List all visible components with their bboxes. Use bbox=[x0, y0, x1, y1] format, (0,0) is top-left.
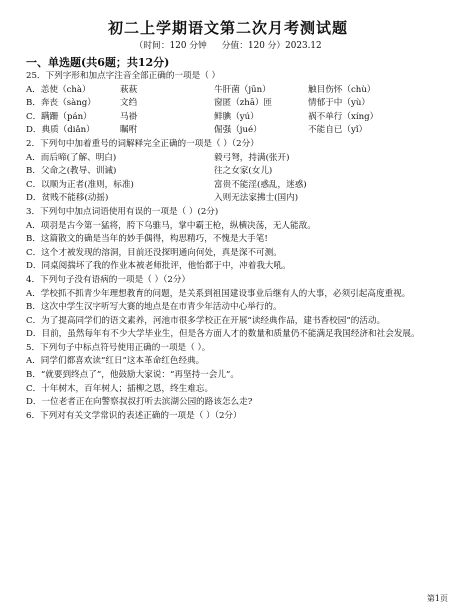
q2-opt: B．父命之(教导、训诫) bbox=[26, 166, 117, 177]
q25-opt: 窗匿（zhā）匝 bbox=[214, 98, 273, 109]
q25-opt: 祸不单行（xíng） bbox=[308, 111, 379, 122]
q25-opt: A．恙使（chà） bbox=[26, 84, 91, 95]
exam-title: 初二上学期语文第二次月考测试题 bbox=[107, 19, 348, 37]
q5-option-b: B．“就要到终点了”，他鼓励大家说：“再坚持一会儿”。 bbox=[26, 370, 239, 381]
question-6-stem: 6．下列对有关文学常识的表述正确的一项是（ ）（2分） bbox=[26, 410, 242, 421]
q4-option-a: A．学校抓不抓青少年理想教育的问题，是关系到祖国建设事业后继有人的大事，必须引起高度重视。 bbox=[26, 288, 411, 299]
q5-option-a: A．同学们都喜欢读“红日”这本革命红色经典。 bbox=[26, 356, 205, 367]
q25-opt: 不能自已（yǐ） bbox=[308, 125, 368, 136]
q2-opt: 富贵不能淫(惑乱，迷惑) bbox=[214, 179, 307, 190]
question-25-stem: 25．下列字形和加点字注音全部正确的一项是（ ） bbox=[26, 71, 221, 81]
question-25-options bbox=[26, 84, 430, 138]
question-4-stem: 4．下列句子没有语病的一项是（ ）（2分） bbox=[26, 274, 191, 285]
q2-opt: 毅弓弩，持满(张开) bbox=[214, 152, 290, 163]
section-heading: 一、单选题(共6题；共12分) bbox=[26, 56, 170, 69]
q25-opt: 萩萩 bbox=[120, 84, 138, 95]
question-5-stem: 5．下列句子中标点符号使用正确的一项是（ ）。 bbox=[26, 342, 211, 353]
q25-opt: 情郁于中（yù） bbox=[308, 98, 370, 109]
q5-option-c: C．十年树木，百年树人；插柳之恩，终生难忘。 bbox=[26, 383, 214, 394]
page-number: 第1页 bbox=[426, 594, 448, 603]
q2-opt: A．而后啼(了解、明白) bbox=[26, 152, 117, 163]
q3-option-b: B．这篇散文的确是当年的妙手偶得，构思精巧，不愧是大手笔! bbox=[26, 234, 268, 245]
q4-option-c: C．为了提高同学们的语文素养，河池市很多学校正在开展“读经典作品，建书香校园”的活动。 bbox=[26, 315, 386, 326]
q25-opt: 马褂 bbox=[120, 111, 138, 122]
q3-option-a: A．项羽是古今第一猛将，胯下乌骓马，掌中霸王枪，纵横决荡，无人能敌。 bbox=[26, 220, 316, 231]
q25-opt: 文绉 bbox=[120, 98, 138, 109]
exam-time: （时间：120 分钟 bbox=[134, 41, 207, 51]
q2-opt: C．以顺为正者(准则，标准) bbox=[26, 179, 134, 190]
q2-opt: D．贫贱不能移(动摇) bbox=[26, 193, 109, 204]
question-3-stem: 3．下列句中加点词语使用有误的一项是（ ）(2分) bbox=[26, 206, 219, 217]
q2-opt: 入则无法家拂士(国内) bbox=[214, 193, 299, 204]
q25-opt: 瞩咐 bbox=[120, 125, 138, 136]
question-2-stem: 2．下列句中加着重号的词解释完全正确的一项是（ ）（2分） bbox=[26, 138, 259, 149]
q4-option-b: B．这次中学生汉字听写大赛的地点是在市青少年活动中心举行的。 bbox=[26, 302, 282, 313]
q2-opt: 往之女家(女儿) bbox=[214, 166, 273, 177]
q3-option-d: D．同桌阅揣坏了我的作业本被老师批评，他怡都于中，冲着我大吼。 bbox=[26, 261, 291, 272]
q25-opt: B．奔丧（sàng） bbox=[26, 98, 96, 109]
question-2-options bbox=[26, 152, 430, 206]
q25-opt: 鲜腆（yú） bbox=[214, 111, 259, 122]
q25-opt: D．典质（diǎn） bbox=[26, 125, 95, 136]
q4-option-d: D．目前，虽然每年有不少大学毕业生，但是各方面人才的数量和质量仍不能满足我国经济和社会发展。 bbox=[26, 329, 420, 340]
exam-subtitle bbox=[26, 40, 430, 52]
q5-option-d: D．一位老者正在向警察叔叔打听去滨湖公园的路该怎么走? bbox=[26, 397, 253, 408]
q25-opt: 牛肝菌（jūn） bbox=[214, 84, 271, 95]
q25-opt: 触目伤怀（chù） bbox=[308, 84, 376, 95]
q25-opt: 倔强（jué） bbox=[214, 125, 262, 136]
q3-option-c: C．这个才被发现的溶洞，目前还没探明通向何处，真是深不可测。 bbox=[26, 247, 282, 258]
q25-opt: C．蹒跚（pán） bbox=[26, 111, 92, 122]
exam-score: 分值：120 分）2023.12 bbox=[221, 41, 322, 51]
